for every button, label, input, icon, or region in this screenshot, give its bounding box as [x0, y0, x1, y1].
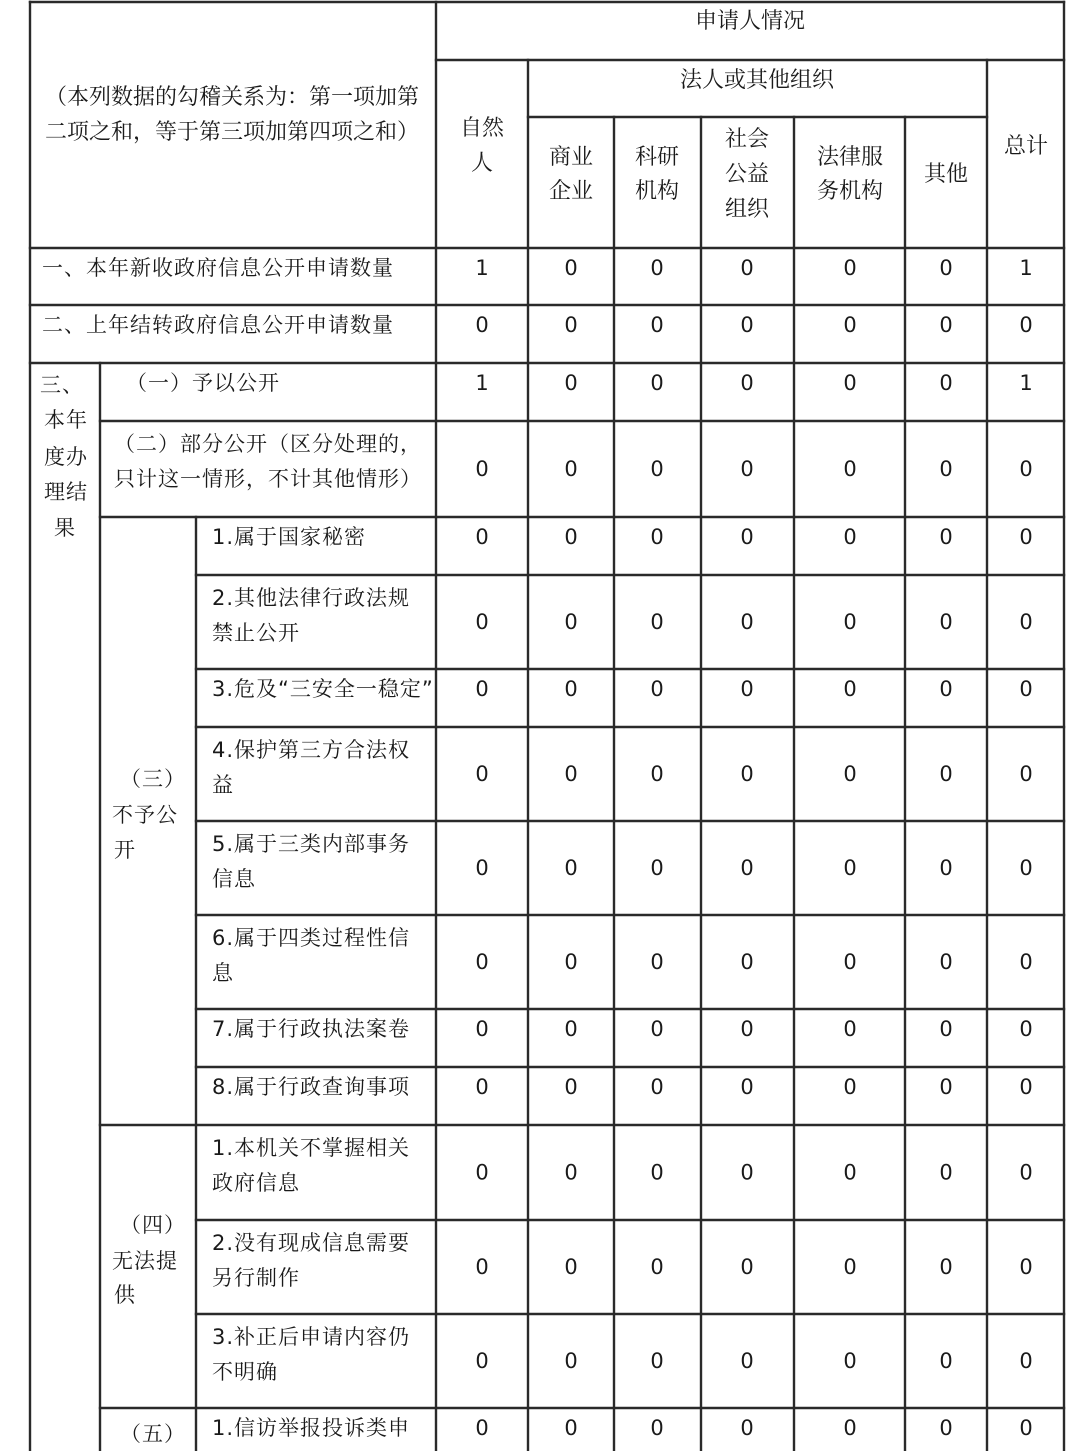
- row-3-value-5: 0: [843, 371, 857, 395]
- row-2-value-3: 0: [650, 313, 664, 337]
- row-8-value-2: 0: [564, 762, 578, 786]
- row-12-value-6: 0: [939, 1075, 953, 1099]
- row-15-value-1: 0: [475, 1349, 489, 1373]
- row-2-value-1: 0: [475, 313, 489, 337]
- row-9-value-7: 0: [1019, 856, 1033, 880]
- header-legal-service-1: 法律服: [816, 145, 884, 170]
- header-note-line-2: 二项之和，等于第三项加第四项之和）: [44, 120, 420, 145]
- row-9-value-2: 0: [564, 856, 578, 880]
- row-3-label: （一）予以公开: [126, 371, 280, 395]
- row-14-value-1: 0: [475, 1255, 489, 1279]
- row-4-value-6: 0: [939, 457, 953, 481]
- row-2-value-5: 0: [843, 313, 857, 337]
- row-6-value-7: 0: [1019, 610, 1033, 634]
- header-note-line-1: （本列数据的勾稽关系为：第一项加第: [44, 85, 420, 110]
- header-social-1: 社会: [724, 127, 770, 152]
- row-10-value-4: 0: [740, 950, 754, 974]
- row-7-value-4: 0: [740, 677, 754, 701]
- row-11-value-7: 0: [1019, 1017, 1033, 1041]
- row-6-value-3: 0: [650, 610, 664, 634]
- row-12-value-5: 0: [843, 1075, 857, 1099]
- header-total: 总计: [1003, 134, 1049, 159]
- row-2-value-2: 0: [564, 313, 578, 337]
- row-4-value-1: 0: [475, 457, 489, 481]
- row-8-label: 4.保护第三方合法权: [212, 738, 411, 762]
- row-12-value-7: 0: [1019, 1075, 1033, 1099]
- row-14-value-2: 0: [564, 1255, 578, 1279]
- row-16-value-5: 0: [843, 1416, 857, 1440]
- group-3-label-3: 开: [114, 838, 136, 862]
- row-5-value-3: 0: [650, 525, 664, 549]
- row-3-value-3: 0: [650, 371, 664, 395]
- row-8-value-3: 0: [650, 762, 664, 786]
- row-5-value-6: 0: [939, 525, 953, 549]
- row-2-value-7: 0: [1019, 313, 1033, 337]
- row-8-value-6: 0: [939, 762, 953, 786]
- row-2-value-6: 0: [939, 313, 953, 337]
- header-commercial-1: 商业: [548, 145, 594, 170]
- row-7-label: 3.危及“三安全一稳定”: [212, 677, 434, 701]
- row-6-label: 2.其他法律行政法规: [212, 586, 411, 610]
- row-7-value-7: 0: [1019, 677, 1033, 701]
- row-13-value-2: 0: [564, 1160, 578, 1185]
- header-legal-service-2: 务机构: [816, 179, 884, 204]
- row-7-value-6: 0: [939, 677, 953, 701]
- row-5-value-5: 0: [843, 525, 857, 549]
- row-2-label: 二、上年结转政府信息公开申请数量: [42, 313, 394, 337]
- row-4-value-4: 0: [740, 457, 754, 481]
- section-3-label-1: 三、: [40, 373, 84, 397]
- row-7-value-2: 0: [564, 677, 578, 701]
- row-1-value-7: 1: [1019, 256, 1033, 280]
- header-other: 其他: [923, 162, 969, 187]
- row-13-value-3: 0: [650, 1160, 664, 1185]
- row-16-label: 1.信访举报投诉类申: [212, 1416, 411, 1440]
- header-social-2: 公益: [724, 162, 770, 187]
- row-1-value-1: 1: [475, 256, 489, 280]
- row-11-value-6: 0: [939, 1017, 953, 1041]
- row-9-value-3: 0: [650, 856, 664, 880]
- row-6-value-4: 0: [740, 610, 754, 634]
- row-10-value-5: 0: [843, 950, 857, 974]
- row-7-value-1: 0: [475, 677, 489, 701]
- header-research-2: 机构: [634, 179, 680, 204]
- row-13-value-6: 0: [939, 1160, 953, 1185]
- row-14-label: 2.没有现成信息需要: [212, 1231, 411, 1255]
- row-15-value-7: 0: [1019, 1349, 1033, 1373]
- row-3-value-6: 0: [939, 371, 953, 395]
- row-8-value-4: 0: [740, 762, 754, 786]
- row-15-value-3: 0: [650, 1349, 664, 1373]
- row-13-value-5: 0: [843, 1160, 857, 1185]
- row-4-value-3: 0: [650, 457, 664, 481]
- row-15-value-2: 0: [564, 1349, 578, 1373]
- group-5-label-1: （五）: [120, 1422, 186, 1446]
- row-9-value-6: 0: [939, 856, 953, 880]
- row-6-value-1: 0: [475, 610, 489, 634]
- row-13-label: 1.本机关不掌握相关: [212, 1136, 411, 1160]
- row-5-value-2: 0: [564, 525, 578, 549]
- row-9-label: 5.属于三类内部事务: [212, 832, 411, 856]
- row-16-value-1: 0: [475, 1416, 489, 1440]
- row-11-value-2: 0: [564, 1017, 578, 1041]
- row-14-value-7: 0: [1019, 1255, 1033, 1279]
- row-9-value-5: 0: [843, 856, 857, 880]
- row-15-value-4: 0: [740, 1349, 754, 1373]
- row-12-value-1: 0: [475, 1075, 489, 1099]
- row-3-value-1: 1: [475, 371, 489, 395]
- row-12-value-3: 0: [650, 1075, 664, 1099]
- row-12-label: 8.属于行政查询事项: [212, 1075, 411, 1099]
- row-14-value-3: 0: [650, 1255, 664, 1279]
- row-4-value-7: 0: [1019, 457, 1033, 481]
- row-8-value-5: 0: [843, 762, 857, 786]
- row-10-value-2: 0: [564, 950, 578, 974]
- group-3-label-1: （三）: [120, 767, 186, 791]
- row-5-value-4: 0: [740, 525, 754, 549]
- row-4-value-2: 0: [564, 457, 578, 481]
- row-7-value-3: 0: [650, 677, 664, 701]
- row-3-value-4: 0: [740, 371, 754, 395]
- row-6-value-5: 0: [843, 610, 857, 634]
- row-1-value-3: 0: [650, 256, 664, 280]
- header-natural-person-2: 人: [470, 151, 494, 176]
- row-8-label-line-2: 益: [212, 773, 234, 797]
- row-16-value-3: 0: [650, 1416, 664, 1440]
- row-16-value-4: 0: [740, 1416, 754, 1440]
- row-11-value-5: 0: [843, 1017, 857, 1041]
- row-11-label: 7.属于行政执法案卷: [212, 1017, 411, 1041]
- header-legal-group: 法人或其他组织: [679, 68, 835, 93]
- section-3-label-4: 理结: [44, 480, 88, 504]
- header-commercial-2: 企业: [548, 179, 594, 204]
- row-6-label-line-2: 禁止公开: [212, 621, 300, 645]
- table-body: [42, 256, 1033, 1440]
- row-11-value-4: 0: [740, 1017, 754, 1041]
- row-14-value-4: 0: [740, 1255, 754, 1279]
- row-15-label: 3.补正后申请内容仍: [212, 1325, 411, 1349]
- row-3-value-2: 0: [564, 371, 578, 395]
- row-12-value-2: 0: [564, 1075, 578, 1099]
- row-9-value-4: 0: [740, 856, 754, 880]
- row-13-value-1: 0: [475, 1160, 489, 1185]
- header-social-3: 组织: [724, 197, 770, 222]
- row-15-value-6: 0: [939, 1349, 953, 1373]
- row-16-value-7: 0: [1019, 1416, 1033, 1440]
- row-16-value-2: 0: [564, 1416, 578, 1440]
- group-4-label-1: （四）: [120, 1213, 186, 1237]
- row-10-value-7: 0: [1019, 950, 1033, 974]
- row-4-label-line-2: 只计这一情形，不计其他情形）: [114, 467, 422, 491]
- row-6-value-6: 0: [939, 610, 953, 634]
- row-11-value-3: 0: [650, 1017, 664, 1041]
- row-16-value-6: 0: [939, 1416, 953, 1440]
- group-4-label-2: 无法提: [112, 1249, 178, 1273]
- row-11-value-1: 0: [475, 1017, 489, 1041]
- header-natural-person-1: 自然: [459, 116, 505, 141]
- row-3-value-7: 1: [1019, 371, 1033, 395]
- row-14-label-line-2: 另行制作: [212, 1266, 300, 1290]
- row-1-value-4: 0: [740, 256, 754, 280]
- row-10-value-6: 0: [939, 950, 953, 974]
- row-4-value-5: 0: [843, 457, 857, 481]
- row-15-value-5: 0: [843, 1349, 857, 1373]
- row-2-value-4: 0: [740, 313, 754, 337]
- section-3-label-3: 度办: [44, 445, 88, 469]
- row-14-value-5: 0: [843, 1255, 857, 1279]
- row-15-label-line-2: 不明确: [212, 1360, 278, 1384]
- row-4-label: （二）部分公开（区分处理的，: [114, 432, 422, 456]
- row-12-value-4: 0: [740, 1075, 754, 1099]
- row-8-value-1: 0: [475, 762, 489, 786]
- row-8-value-7: 0: [1019, 762, 1033, 786]
- row-1-value-5: 0: [843, 256, 857, 280]
- row-13-value-4: 0: [740, 1160, 754, 1185]
- row-5-value-7: 0: [1019, 525, 1033, 549]
- row-9-label-line-2: 信息: [212, 867, 256, 891]
- row-1-label: 一、本年新收政府信息公开申请数量: [42, 256, 394, 280]
- group-3-label-2: 不予公: [112, 803, 178, 827]
- row-10-value-3: 0: [650, 950, 664, 974]
- header-applicant: 申请人情况: [694, 9, 806, 34]
- row-6-value-2: 0: [564, 610, 578, 634]
- row-7-value-5: 0: [843, 677, 857, 701]
- row-14-value-6: 0: [939, 1255, 953, 1279]
- row-1-value-6: 0: [939, 256, 953, 280]
- row-10-label: 6.属于四类过程性信: [212, 926, 411, 950]
- row-1-value-2: 0: [564, 256, 578, 280]
- row-9-value-1: 0: [475, 856, 489, 880]
- row-10-label-line-2: 息: [212, 961, 234, 985]
- row-13-value-7: 0: [1019, 1160, 1033, 1185]
- row-5-label: 1.属于国家秘密: [212, 525, 367, 549]
- row-13-label-line-2: 政府信息: [212, 1171, 300, 1195]
- section-3-label-5: 果: [54, 516, 76, 540]
- group-4-label-3: 供: [114, 1283, 136, 1307]
- row-10-value-1: 0: [475, 950, 489, 974]
- header-research-1: 科研: [634, 145, 680, 170]
- section-3-label-2: 本年: [44, 408, 88, 432]
- row-5-value-1: 0: [475, 525, 489, 549]
